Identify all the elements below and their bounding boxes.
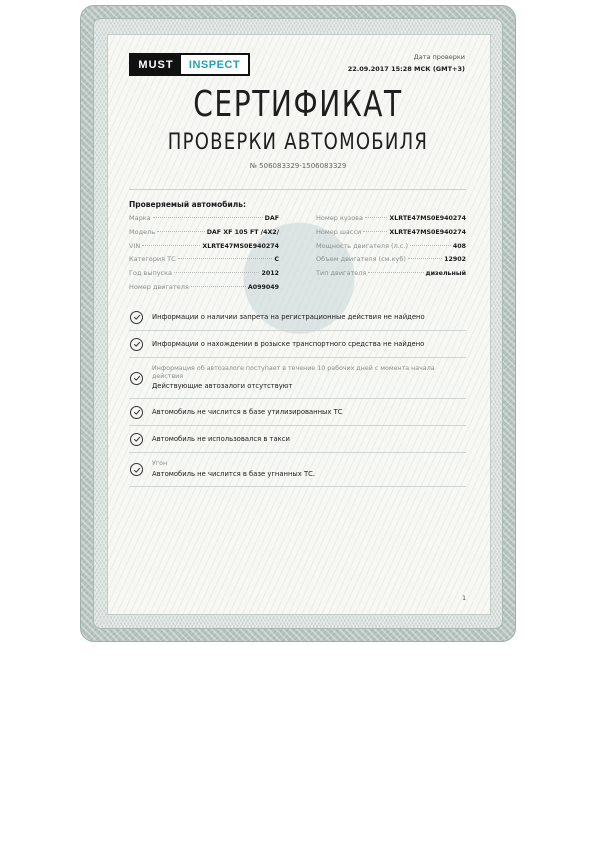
- check-result-note: Информация об автозалоге поступает в течение 10 рабочих дней с момента начала действия: [152, 365, 435, 380]
- check-circle-icon: [130, 463, 143, 476]
- dot-leader: [408, 258, 442, 259]
- spec-value: A099049: [247, 283, 279, 291]
- dot-leader: [157, 231, 205, 232]
- check-date-label: Дата проверки: [413, 53, 465, 61]
- check-circle-icon: [130, 338, 143, 351]
- check-result-taxi: [129, 426, 466, 453]
- spec-row-body-number: [316, 214, 466, 228]
- spec-value: 12902: [444, 256, 466, 264]
- spec-label: Категория ТС: [129, 255, 176, 264]
- spec-label: Год выпуска: [129, 269, 173, 278]
- vehicle-specs-right: [316, 214, 466, 283]
- check-result-text: Автомобиль не числится в базе угнанных ТС.: [152, 470, 316, 479]
- certificate-title: СЕРТИФИКАТ: [193, 84, 403, 125]
- spec-value: 2012: [261, 270, 279, 278]
- page-number: 1: [462, 594, 467, 602]
- check-result-text: Действующие автозалоги отсутствуют: [152, 382, 293, 391]
- check-results-list: [129, 304, 466, 487]
- spec-label: Модель: [129, 227, 156, 236]
- spec-label: Объем двигателя (см.куб): [316, 255, 406, 264]
- check-result-theft: [129, 453, 466, 487]
- spec-label: Номер двигателя: [129, 282, 189, 291]
- spec-row-vin: [129, 242, 279, 256]
- spec-row-make: [129, 214, 279, 228]
- check-result-text: Информации о нахождении в розыске транспортного средства не найдено: [152, 339, 425, 348]
- spec-value: DAF XF 105 FT /4X2/: [206, 228, 279, 236]
- check-circle-icon: [130, 372, 143, 385]
- spec-value: XLRTE47MS0E940274: [202, 242, 279, 250]
- dot-leader: [363, 231, 387, 232]
- logo-must-text: MUST: [138, 58, 174, 71]
- check-result-recycled: [129, 399, 466, 426]
- spec-row-chassis-number: [316, 228, 466, 242]
- mustinspect-logo: [129, 53, 250, 76]
- check-circle-icon: [130, 433, 143, 446]
- spec-label: Марка: [129, 214, 151, 222]
- spec-row-engine-power: [316, 242, 466, 256]
- vehicle-specs-left: [129, 214, 279, 297]
- spec-label: Мощность двигателя (л.с.): [316, 241, 408, 250]
- spec-row-engine-volume: [316, 255, 466, 269]
- spec-row-year: [129, 269, 279, 283]
- check-circle-icon: [130, 406, 143, 419]
- check-result-text: Автомобиль не числится в базе утилизированных ТС: [152, 407, 343, 416]
- check-result-text: Информации о наличии запрета на регистрационные действия не найдено: [152, 312, 425, 321]
- check-result-wanted: [129, 331, 466, 358]
- vehicle-section-title: Проверяемый автомобиль:: [129, 200, 246, 209]
- logo-inspect-text: INSPECT: [181, 55, 248, 74]
- check-result-text: Автомобиль не использовался в такси: [152, 434, 290, 443]
- dot-leader: [368, 272, 423, 273]
- spec-value: XLRTE47MS0E940274: [389, 215, 466, 222]
- divider: [129, 189, 466, 190]
- spec-label: VIN: [129, 241, 141, 250]
- spec-row-model: [129, 228, 279, 242]
- certificate-subtitle: ПРОВЕРКИ АВТОМОБИЛЯ: [167, 130, 429, 155]
- spec-value: DAF: [264, 215, 279, 222]
- dot-leader: [142, 245, 200, 246]
- dot-leader: [191, 286, 246, 287]
- spec-label: Номер кузова: [316, 214, 363, 222]
- spec-label: Тип двигателя: [316, 269, 367, 278]
- dot-leader: [365, 217, 387, 218]
- dot-leader: [174, 272, 259, 273]
- dot-leader: [410, 245, 451, 246]
- spec-value: XLRTE47MS0E940274: [389, 228, 466, 236]
- spec-value: 408: [452, 242, 466, 250]
- certificate-number: № 506083329-1506083329: [249, 162, 347, 170]
- spec-row-engine-type: [316, 269, 466, 283]
- check-date-value: 22.09.2017 15:28 МСК (GMT+3): [347, 65, 465, 73]
- check-result-note: Угон: [152, 460, 168, 468]
- dot-leader: [178, 258, 273, 259]
- spec-value: дизельный: [425, 270, 466, 278]
- spec-row-category: [129, 255, 279, 269]
- spec-row-engine-number: [129, 283, 279, 297]
- check-circle-icon: [130, 311, 143, 324]
- check-result-pledge: [129, 358, 466, 399]
- spec-value: C: [274, 256, 279, 264]
- check-result-registration-ban: [129, 304, 466, 331]
- spec-label: Номер шасси: [316, 227, 362, 236]
- dot-leader: [153, 217, 263, 218]
